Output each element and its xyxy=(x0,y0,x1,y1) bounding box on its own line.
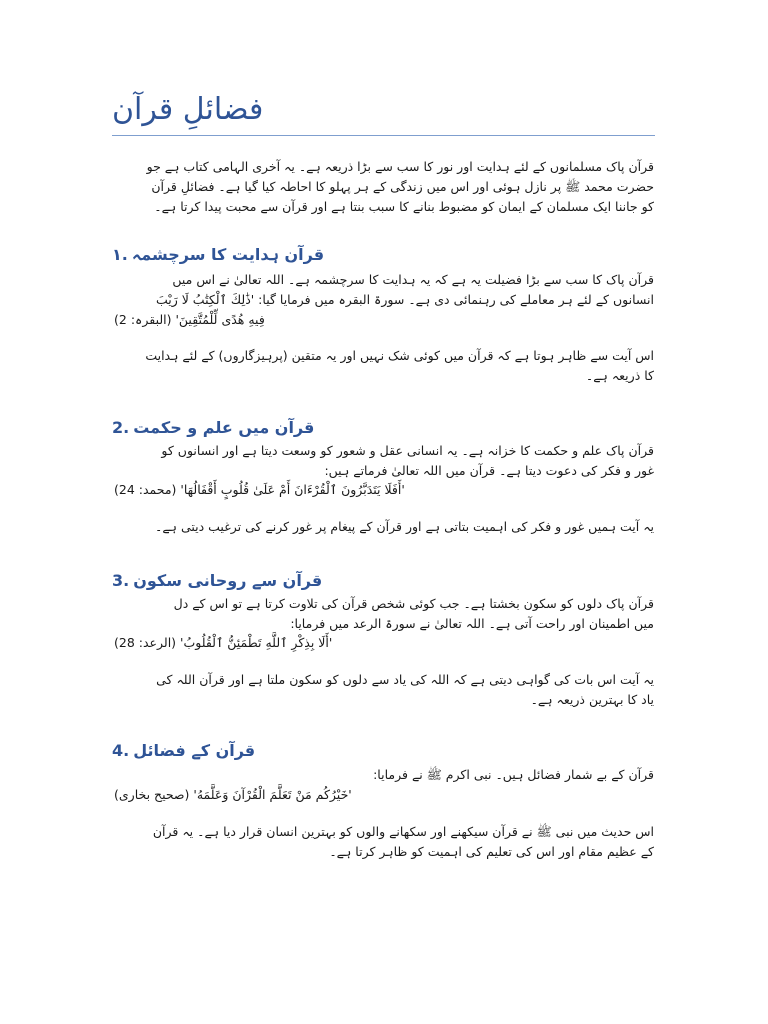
section-number: 4. xyxy=(112,741,130,760)
verse-text: 'خَيْرُكُم مَنْ تَعَلَّمَ الْقُرْآنَ وَعَلَّمَهُ' (صحیح بخاری) xyxy=(114,787,352,802)
verse-text: 'أَفَلَا يَتَدَبَّرُونَ ٱلْقُرْءَانَ أَمْ عَلَىٰ قُلُوبٍ أَقْفَالُهَا' (محمد: 24) xyxy=(114,482,405,497)
section-4-verse xyxy=(114,785,654,805)
body-line: قرآن کے بے شمار فضائل ہیں۔ نبی اکرم ﷺ نے فرمایا: xyxy=(373,767,654,782)
section-2-heading xyxy=(112,418,652,437)
note-line: یہ آیت ہمیں غور و فکر کی اہمیت بتاتی ہے اور قرآن کے پیغام پر غور کرنے کی ترغیب دیتی ہے۔ xyxy=(155,519,654,534)
section-4-heading xyxy=(112,741,652,760)
note-line: یاد کا بہترین ذریعہ ہے۔ xyxy=(530,692,654,707)
note-line: کا ذریعہ ہے۔ xyxy=(585,368,654,383)
section-number: 2. xyxy=(112,418,130,437)
section-1-heading xyxy=(112,245,652,264)
verse-text: 'أَلَا بِذِكْرِ ٱللَّهِ تَطْمَئِنُّ ٱلْقُلُوبُ' (الرعد: 28) xyxy=(114,635,333,650)
section-title: قرآن ہدایت کا سرچشمہ xyxy=(131,245,325,264)
section-4-body xyxy=(114,765,654,785)
section-1-body xyxy=(114,270,654,310)
section-title: قرآن میں علم و حکمت xyxy=(133,418,315,437)
note-line: یہ آیت اس بات کی گواہی دیتی ہے کہ اللہ کی یاد سے دلوں کو سکون ملتا ہے اور قرآن اللہ کی xyxy=(156,672,654,687)
intro-line: حضرت محمد ﷺ پر نازل ہوئی اور اس میں زندگی کے ہر پہلو کا احاطہ کیا گیا ہے۔ فضائلِ قرآن xyxy=(151,179,654,194)
section-1-note xyxy=(114,346,654,386)
note-line: اس آیت سے ظاہر ہوتا ہے کہ قرآن میں کوئی شک نہیں اور یہ متقین (پرہیزگاروں) کے لئے ہدایت xyxy=(145,348,654,363)
body-line: قرآن پاک دلوں کو سکون بخشتا ہے۔ جب کوئی شخص قرآن کی تلاوت کرتا ہے تو اس کے دل xyxy=(173,596,654,611)
section-3-body xyxy=(114,594,654,634)
intro-line: قرآن پاک مسلمانوں کے لئے ہدایت اور نور کا سب سے بڑا ذریعہ ہے۔ یہ آخری الہامی کتاب ہے جو xyxy=(146,159,654,174)
note-line: اس حدیث میں نبی ﷺ نے قرآن سیکھنے اور سکھانے والوں کو بہترین انسان قرار دیا ہے۔ یہ قرآن xyxy=(152,824,654,839)
body-line: میں اطمینان اور راحت آتی ہے۔ اللہ تعالیٰ نے سورۃ الرعد میں فرمایا: xyxy=(290,616,654,631)
section-2-note xyxy=(114,517,654,537)
section-3-note xyxy=(114,670,654,710)
section-title: قرآن سے روحانی سکون xyxy=(133,571,323,590)
intro-line: کو جاننا ایک مسلمان کے ایمان کو مضبوط بنانے کا سبب بنتا ہے اور قرآن سے محبت پیدا کرتا ہے۔ xyxy=(154,199,654,214)
verse-text: فِيهِ هُدًى لِّلْمُتَّقِينَ' (البقرہ: 2) xyxy=(114,312,265,327)
body-line: انسانوں کے لئے ہر معاملے کی رہنمائی دی ہے۔ سورۃ البقرہ میں فرمایا گیا: 'ذَٰلِكَ ٱلْكِتَٰبُ لَا رَيْبَ xyxy=(155,292,654,307)
section-number: ١. xyxy=(112,245,128,264)
body-line: قرآن پاک کا سب سے بڑا فضیلت یہ ہے کہ یہ ہدایت کا سرچشمہ ہے۔ اللہ تعالیٰ نے اس میں xyxy=(172,272,654,287)
section-title: قرآن کے فضائل xyxy=(133,741,256,760)
note-line: کے عظیم مقام اور اس کی تعلیم کی اہمیت کو ظاہر کرتا ہے۔ xyxy=(329,844,654,859)
section-4-note xyxy=(114,822,654,862)
section-3-heading xyxy=(112,571,652,590)
section-3-verse xyxy=(114,633,654,653)
section-2-body xyxy=(114,441,654,481)
section-2-verse xyxy=(114,480,654,500)
intro-paragraph xyxy=(114,157,654,217)
section-number: 3. xyxy=(112,571,130,590)
body-line: غور و فکر کی دعوت دیتا ہے۔ قرآن میں اللہ تعالیٰ فرماتے ہیں: xyxy=(324,463,654,478)
page-title: فضائلِ قرآن xyxy=(112,92,655,136)
body-line: قرآن پاک علم و حکمت کا خزانہ ہے۔ یہ انسانی عقل و شعور کو وسعت دیتا ہے اور انسانوں کو xyxy=(161,443,654,458)
section-1-verse xyxy=(114,310,654,330)
